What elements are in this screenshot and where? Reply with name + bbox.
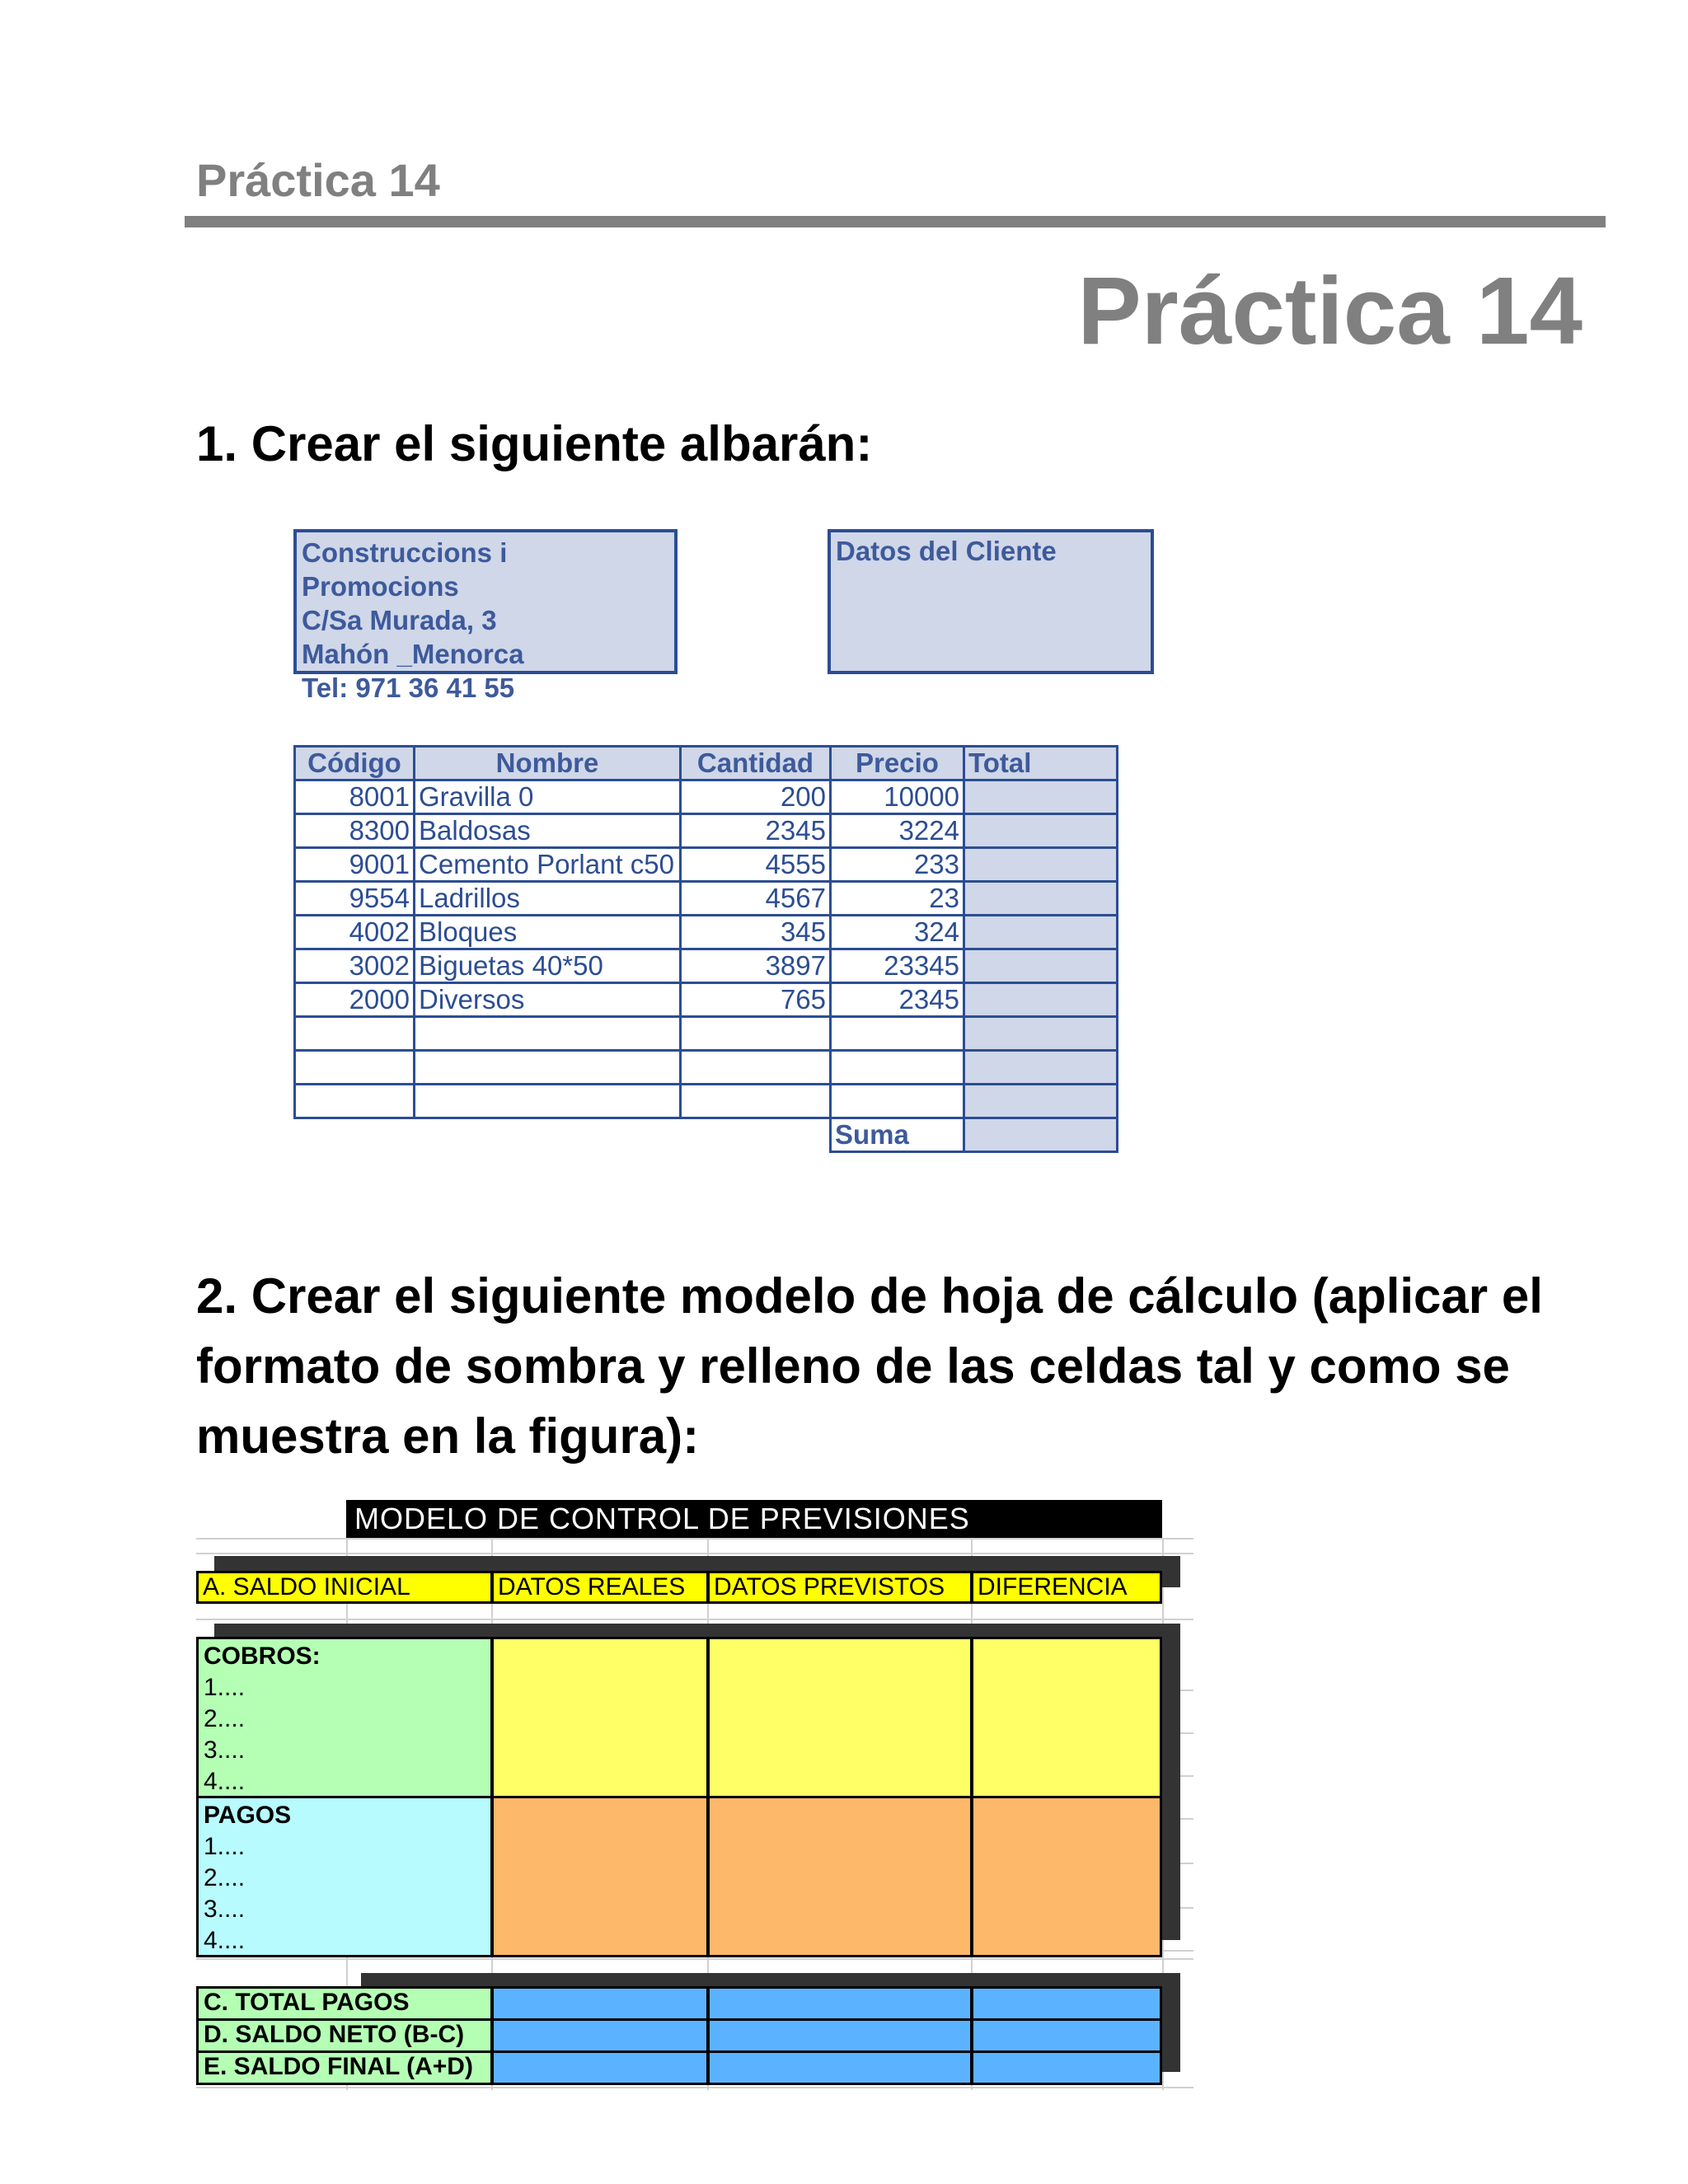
cell-precio: 233 — [831, 848, 964, 882]
table-row — [295, 780, 1118, 814]
header-title: Práctica 14 — [196, 154, 440, 206]
header-rule — [185, 216, 1606, 227]
sum-total — [964, 1118, 1118, 1152]
client-label: Datos del Cliente — [836, 536, 1057, 566]
cell-cantidad: 2345 — [681, 814, 831, 848]
cell-nombre: Gravilla 0 — [415, 780, 681, 814]
pagos-item: 2.... — [204, 1864, 246, 1891]
datos-reales-header: DATOS REALES — [491, 1571, 709, 1604]
cell-nombre: Bloques — [415, 916, 681, 949]
table-row — [295, 814, 1118, 848]
task2-heading: 2. Crear el siguiente modelo de hoja de cálculo (aplicar el formato de sombra y relleno de las celdas tal y como se muestra en la figura): — [196, 1268, 1543, 1464]
saldo-final-previstos — [707, 2050, 973, 2085]
cobros-title: COBROS: — [204, 1643, 321, 1670]
cell-total — [964, 848, 1118, 882]
cell-codigo: 8300 — [295, 814, 415, 848]
cell-nombre: Baldosas — [415, 814, 681, 848]
company-box — [293, 529, 678, 703]
cell-total — [964, 949, 1118, 983]
cell-cantidad: 4567 — [681, 882, 831, 916]
table-row — [295, 882, 1118, 916]
page-title: Práctica 14 — [1077, 257, 1582, 364]
pagos-item: 4.... — [204, 1927, 246, 1954]
cobros-item: 1.... — [204, 1674, 246, 1701]
cell-cantidad: 4555 — [681, 848, 831, 882]
sum-row — [295, 1118, 1118, 1152]
cell-codigo: 9001 — [295, 848, 415, 882]
saldo-final-label: E. SALDO FINAL (A+D) — [196, 2050, 493, 2085]
sum-label: Suma — [831, 1118, 964, 1152]
column-header: Total — [964, 747, 1118, 780]
datos-previstos-header: DATOS PREVISTOS — [707, 1571, 973, 1604]
pagos-title: PAGOS — [204, 1802, 292, 1829]
pagos-previstos-cell — [707, 1796, 973, 1957]
cell-precio: 2345 — [831, 983, 964, 1017]
cell-total — [964, 780, 1118, 814]
cell-precio: 3224 — [831, 814, 964, 848]
table-row — [295, 848, 1118, 882]
cell-total — [964, 814, 1118, 848]
cobros-diferencia-cell — [971, 1637, 1162, 1798]
saldo-final-reales — [491, 2050, 709, 2085]
cell-shadow — [1162, 1556, 1180, 1587]
cell-shadow — [1162, 1973, 1180, 2072]
task1-heading: 1. Crear el siguiente albarán: — [196, 416, 873, 471]
cell-nombre: Ladrillos — [415, 882, 681, 916]
model-title: MODELO DE CONTROL DE PREVISIONES — [346, 1500, 1162, 1538]
cell-codigo: 2000 — [295, 983, 415, 1017]
cell-cantidad: 200 — [681, 780, 831, 814]
forecast-model-sheet — [196, 1500, 1193, 2093]
cell-precio: 23 — [831, 882, 964, 916]
invoice-table — [293, 745, 1118, 1153]
cell-codigo: 8001 — [295, 780, 415, 814]
company-line: Mahón _Menorca — [302, 639, 524, 669]
pagos-reales-cell — [491, 1796, 709, 1957]
cobros-cell — [196, 1637, 493, 1798]
cell-precio: 23345 — [831, 949, 964, 983]
column-header: Cantidad — [681, 747, 831, 780]
client-box — [828, 529, 1154, 674]
column-header: Nombre — [415, 747, 681, 780]
saldo-neto-diferencia — [971, 2018, 1162, 2053]
cell-nombre: Cemento Porlant c50 — [415, 848, 681, 882]
pagos-cell — [196, 1796, 493, 1957]
cell-cantidad: 345 — [681, 916, 831, 949]
table-row-empty — [295, 1051, 1118, 1085]
pagos-diferencia-cell — [971, 1796, 1162, 1957]
table-row — [295, 916, 1118, 949]
cell-total — [964, 882, 1118, 916]
cell-precio: 10000 — [831, 780, 964, 814]
pagos-item: 1.... — [204, 1833, 246, 1860]
cell-total — [964, 916, 1118, 949]
table-row-empty — [295, 1017, 1118, 1051]
cell-codigo: 9554 — [295, 882, 415, 916]
cell-cantidad: 765 — [681, 983, 831, 1017]
total-pagos-label: C. TOTAL PAGOS — [196, 1986, 493, 2021]
cell-precio: 324 — [831, 916, 964, 949]
saldo-inicial-header: A. SALDO INICIAL — [196, 1571, 493, 1604]
pagos-item: 3.... — [204, 1896, 246, 1923]
cell-nombre: Biguetas 40*50 — [415, 949, 681, 983]
saldo-neto-label: D. SALDO NETO (B-C) — [196, 2018, 493, 2053]
cobros-reales-cell — [491, 1637, 709, 1798]
cell-codigo: 3002 — [295, 949, 415, 983]
diferencia-header: DIFERENCIA — [971, 1571, 1162, 1604]
company-line: Tel: 971 36 41 55 — [302, 673, 515, 703]
cobros-item: 4.... — [204, 1768, 246, 1795]
cell-nombre: Diversos — [415, 983, 681, 1017]
cobros-item: 2.... — [204, 1705, 246, 1732]
column-header: Código — [295, 747, 415, 780]
total-pagos-previstos — [707, 1986, 973, 2021]
cell-codigo: 4002 — [295, 916, 415, 949]
cobros-previstos-cell — [707, 1637, 973, 1798]
table-row — [295, 983, 1118, 1017]
total-pagos-reales — [491, 1986, 709, 2021]
saldo-neto-previstos — [707, 2018, 973, 2053]
table-header-row — [295, 747, 1118, 780]
saldo-neto-reales — [491, 2018, 709, 2053]
cell-cantidad: 3897 — [681, 949, 831, 983]
cell-shadow — [1162, 1624, 1180, 1940]
table-row-empty — [295, 1085, 1118, 1118]
column-header: Precio — [831, 747, 964, 780]
cobros-item: 3.... — [204, 1736, 246, 1764]
cell-total — [964, 983, 1118, 1017]
company-line: Construccions i Promocions — [302, 537, 508, 602]
cell-shadow — [214, 1556, 1180, 1572]
company-line: C/Sa Murada, 3 — [302, 605, 497, 635]
total-pagos-diferencia — [971, 1986, 1162, 2021]
saldo-final-diferencia — [971, 2050, 1162, 2085]
table-row — [295, 949, 1118, 983]
